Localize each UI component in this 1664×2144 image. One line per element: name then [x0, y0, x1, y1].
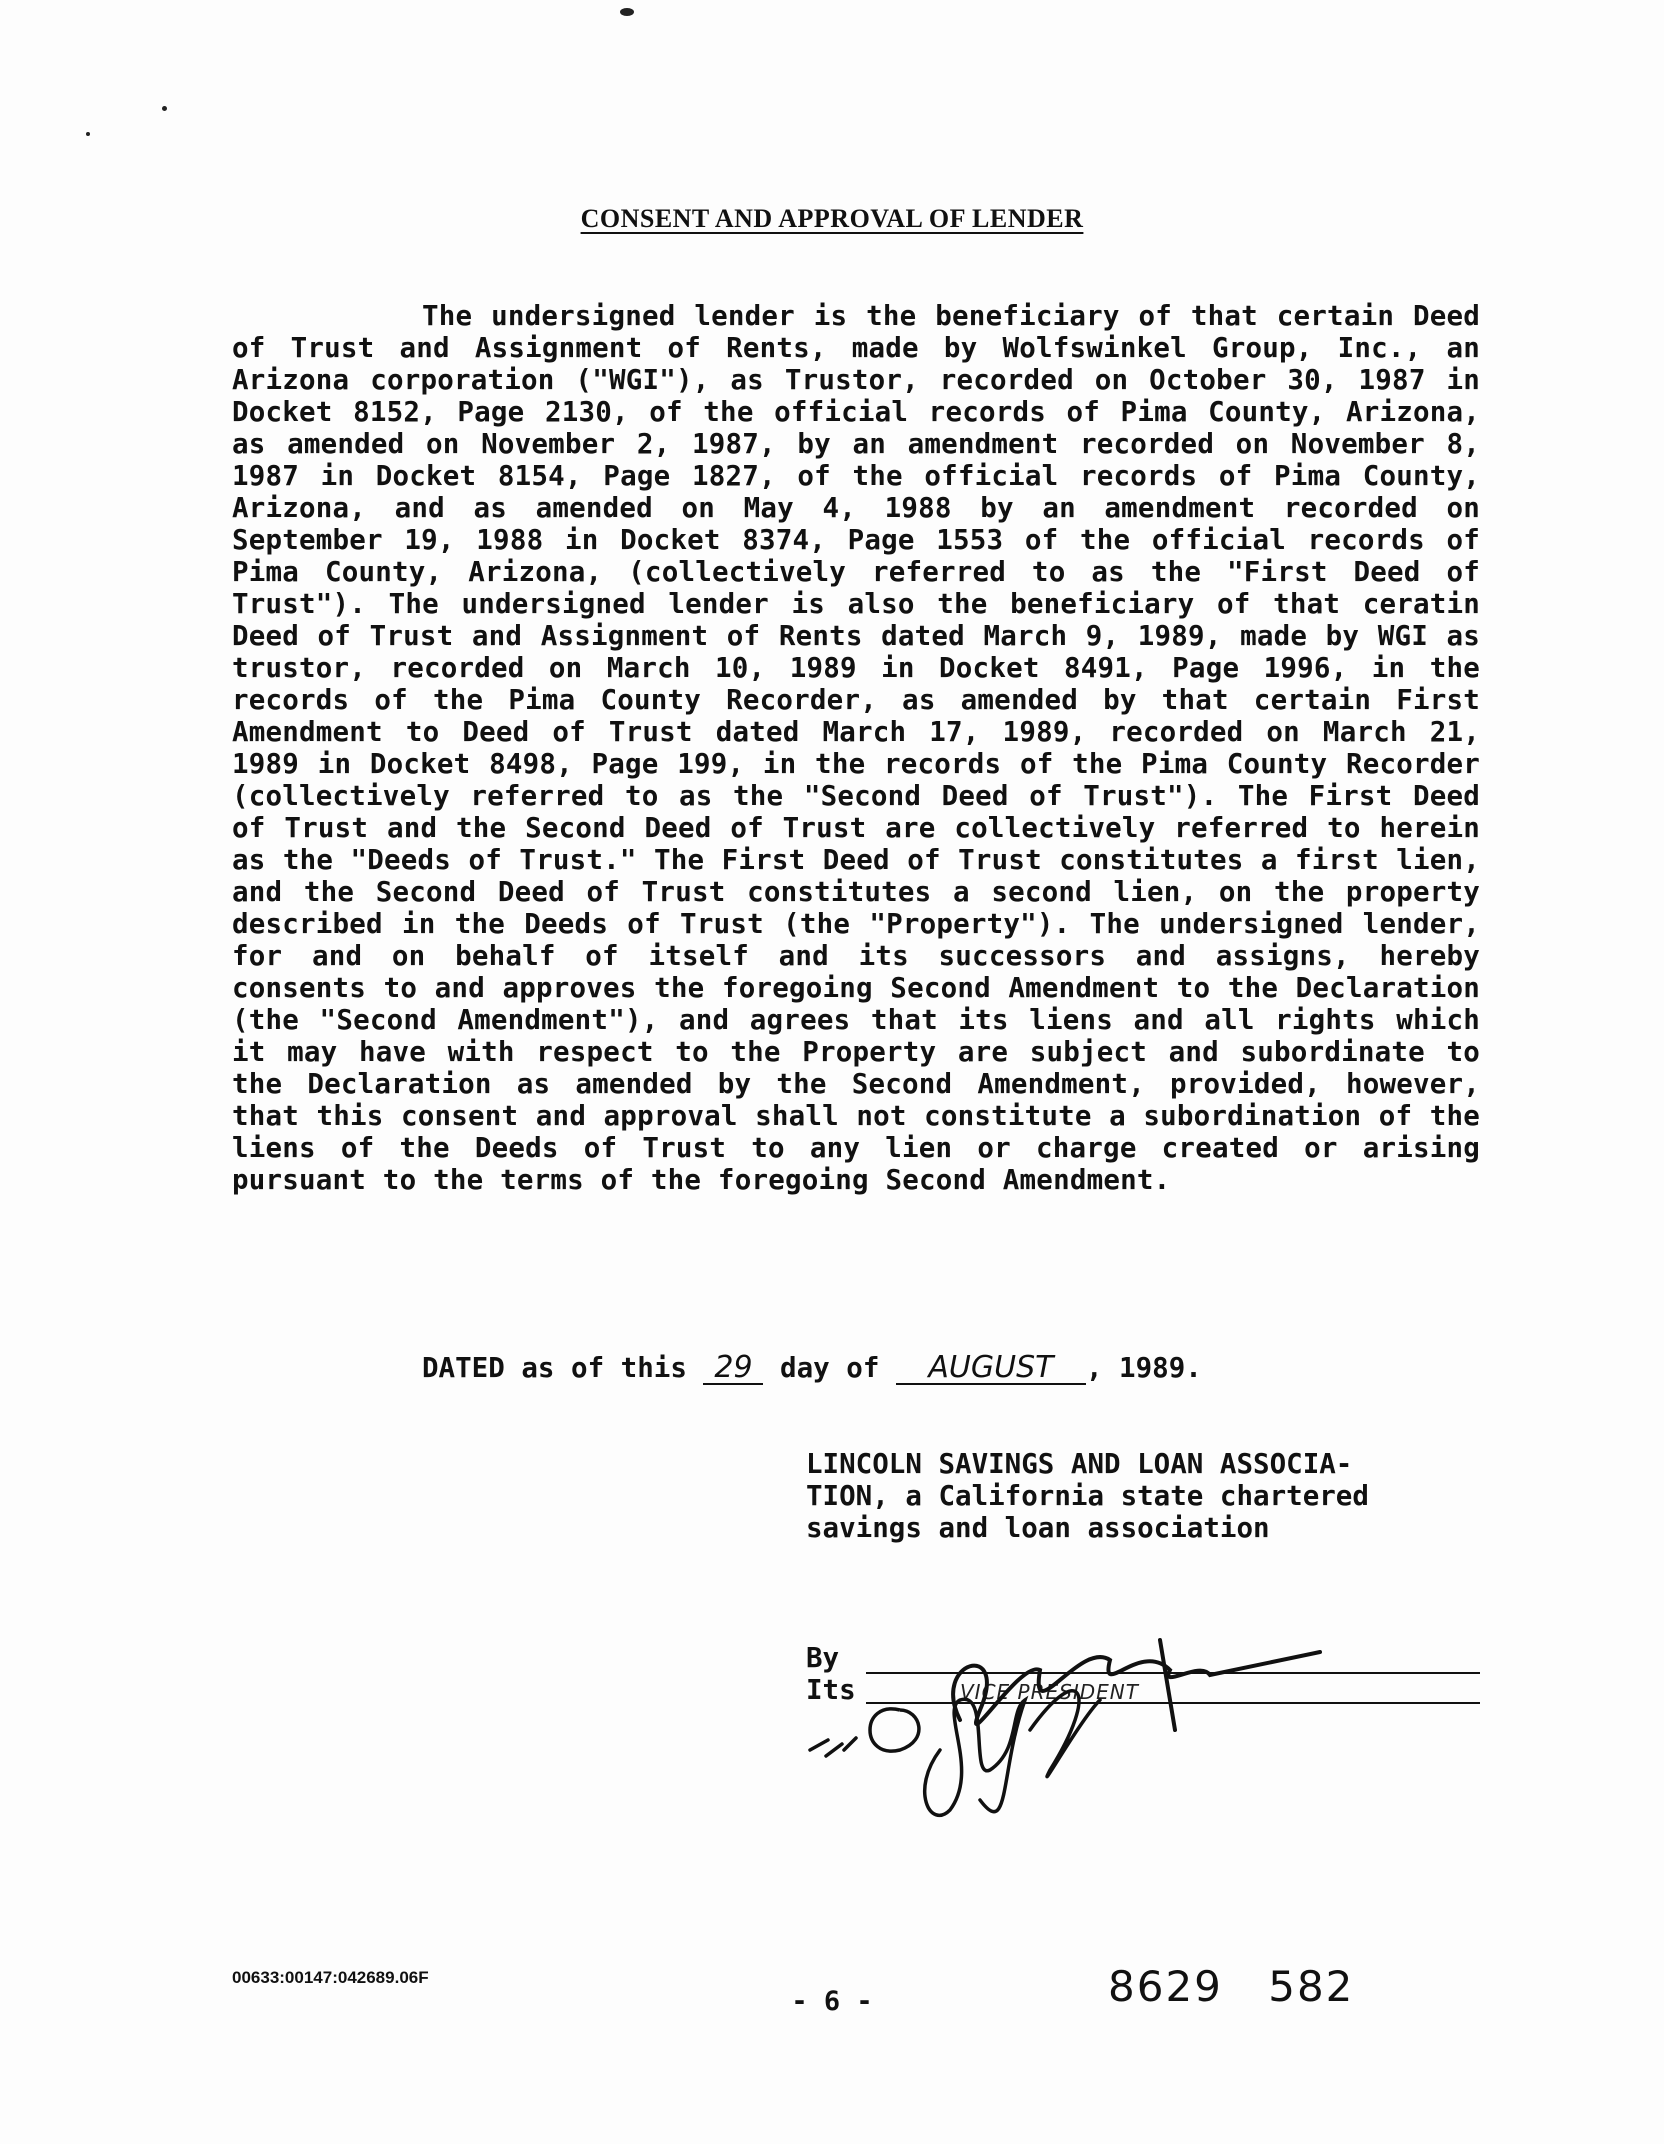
recording-stamp-number: 8629 582 [1108, 1962, 1355, 2011]
lender-name: LINCOLN SAVINGS AND LOAN ASSOCIA- TION, a California state chartered savings and loan association [806, 1448, 1369, 1544]
its-title-handwritten: VICE PRESIDENT [960, 1680, 1139, 1704]
dated-prefix: DATED as of this [422, 1352, 687, 1384]
its-label: Its [806, 1674, 856, 1706]
scan-speck [620, 8, 634, 16]
scan-speck [162, 106, 167, 111]
footer-document-code: 00633:00147:042689.06F [232, 1968, 429, 1987]
dated-middle: day of [780, 1352, 880, 1384]
dated-month-handwritten: AUGUST [896, 1353, 1086, 1385]
dated-day-handwritten: 29 [703, 1353, 763, 1385]
by-label: By [806, 1642, 840, 1674]
dated-suffix: , 1989. [1085, 1352, 1202, 1384]
dated-line [422, 1352, 1202, 1385]
consent-paragraph: The undersigned lender is the beneficiary of that certain Deed of Trust and Assignment of Rents, made by Wolfswinkel Group, Inc., an Arizona corporation ("WGI"), as Trustor, recorded on October 30, 1987 in Docket 8152, Page 2130, of the official records of Pima County, Arizona, as amended on November 2, 1987, by an amendment recorded on November 8, 1987 in Docket 8154, Page 1827, of the official records of Pima County, Arizona, and as amended on May 4, 1988 by an amendment recorded on September 19, 1988 in Docket 8374, Page 1553 of the official records of Pima County, Arizona, (collectively referred to as the "First Deed of Trust"). The undersigned lender is also the beneficiary of that ceratin Deed of Trust and Assignment of Rents dated March 9, 1989, made by WGI as trustor, recorded on March 10, 1989 in Docket 8491, Page 1996, in the records of the Pima County Recorder, as amended by that certain First Amendment to Deed of Trust dated March 17, 1989, recorded on March 21, 1989 in Docket 8498, Page 199, in the records of the Pima County Recorder (collectively referred to as the "Second Deed of Trust"). The First Deed of Trust and the Second Deed of Trust are collectively referred to herein as the "Deeds of Trust." The First Deed of Trust constitutes a first lien, and the Second Deed of Trust constitutes a second lien, on the property described in the Deeds of Trust (the "Property"). The undersigned lender, for and on behalf of itself and its successors and assigns, hereby consents to and approves the foregoing Second Amendment to the Declaration (the "Second Amendment"), and agrees that its liens and all rights which it may have with respect to the Property are subject and subordinate to the Declaration as amended by the Second Amendment, provided, however, that this consent and approval shall not constitute a subordination of the liens of the Deeds of Trust to any lien or charge created or arising pursuant to the terms of the foregoing Second Amendment. [232, 300, 1480, 1196]
handwritten-signature [780, 1600, 1340, 1840]
page-number: - 6 - [791, 1986, 873, 2017]
document-title: CONSENT AND APPROVAL OF LENDER [580, 204, 1084, 233]
scan-speck [86, 132, 90, 136]
